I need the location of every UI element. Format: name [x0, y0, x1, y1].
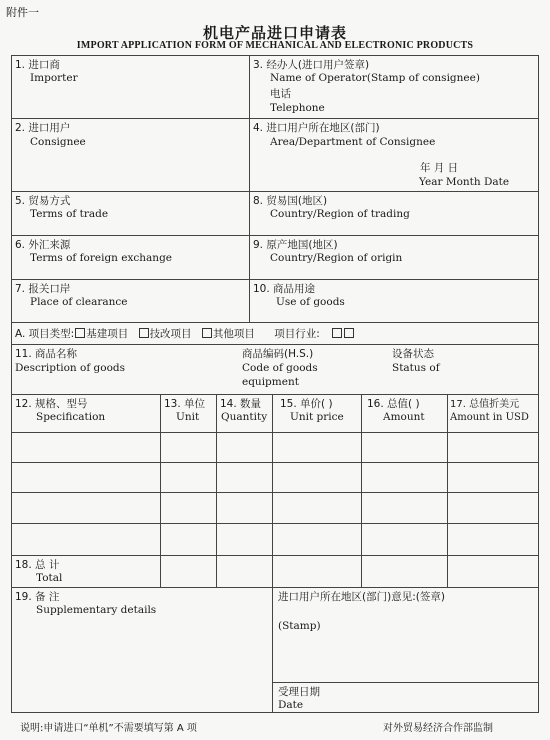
- form-title-en: IMPORT APPLICATION FORM OF MECHANICAL AND ELECTRONIC PRODUCTS: [76, 40, 474, 51]
- unit-price-header-en: Unit price: [290, 411, 344, 423]
- project-type-label: A. 项目类型:: [15, 328, 75, 340]
- clearance-place-label-en: Place of clearance: [30, 296, 128, 308]
- date-label-cn: 年 月 日: [420, 162, 459, 174]
- equipment-status-label-en: Status of: [392, 362, 440, 374]
- importer-label-en: Importer: [30, 72, 78, 84]
- remarks-label-cn: 19. 备 注: [15, 591, 60, 603]
- terms-of-trade-field[interactable]: [12, 221, 248, 234]
- hs-code-label-en: Code of goods: [242, 362, 318, 374]
- equipment-status-label-cn: 设备状态: [392, 348, 434, 360]
- area-department-label-en: Area/Department of Consignee: [270, 136, 436, 148]
- opinion-label-cn: 进口用户所在地区(部门)意见:(签章): [278, 591, 445, 603]
- unit-header-cn: 13. 单位: [164, 398, 206, 410]
- other-project-label: 其他项目: [212, 328, 255, 340]
- usd-amount-header-cn: 17. 总值折美元: [450, 399, 520, 410]
- clearance-place-label-cn: 7. 报关口岸: [15, 283, 71, 295]
- foreign-exchange-label-cn: 6. 外汇来源: [15, 239, 71, 251]
- form-title-cn: 机电产品进口申请表: [202, 24, 347, 42]
- operator-label-en: Name of Operator(Stamp of consignee): [270, 72, 480, 84]
- attachment-label: 附件一: [6, 6, 39, 19]
- industry-code-box-2[interactable]: [344, 328, 354, 338]
- telephone-label-en: Telephone: [270, 102, 325, 114]
- consignee-label-cn: 2. 进口用户: [15, 122, 71, 134]
- goods-name-label-cn: 11. 商品名称: [15, 348, 78, 360]
- technical-renovation-label: 技改项目: [149, 328, 192, 340]
- amount-header-cn: 16. 总值( ): [367, 398, 420, 410]
- project-type-row: [15, 328, 355, 341]
- goods-name-label-en: Description of goods: [15, 362, 126, 374]
- project-industry-label: 项目行业:: [274, 328, 320, 340]
- foreign-exchange-field[interactable]: [12, 265, 248, 278]
- quantity-header-en: Quantity: [221, 411, 268, 423]
- terms-of-trade-label-cn: 5. 贸易方式: [15, 195, 71, 207]
- area-department-label-cn: 4. 进口用户所在地区(部门): [253, 122, 380, 134]
- usd-amount-header-en: Amount in USD: [450, 412, 529, 423]
- accept-date-label-cn: 受理日期: [278, 686, 320, 698]
- other-project-checkbox[interactable]: [202, 328, 212, 338]
- stamp-label-en: (Stamp): [278, 620, 321, 632]
- footer-supervisor: 对外贸易经济合作部监制: [383, 723, 493, 734]
- remarks-label-en: Supplementary details: [36, 604, 157, 616]
- opinion-field[interactable]: [273, 636, 537, 680]
- trading-country-label-en: Country/Region of trading: [270, 208, 410, 220]
- origin-country-label-en: Country/Region of origin: [270, 252, 403, 264]
- importer-label-cn: 1. 进口商: [15, 59, 60, 71]
- total-label-cn: 18. 总 计: [15, 559, 60, 571]
- total-label-en: Total: [36, 572, 63, 584]
- use-of-goods-label-en: Use of goods: [276, 296, 345, 308]
- unit-header-en: Unit: [176, 411, 200, 423]
- quantity-header-cn: 14. 数量: [220, 398, 262, 410]
- consignee-field[interactable]: [12, 150, 248, 190]
- footer-note: 说明:申请进口“单机”不需要填写第 A 项: [20, 723, 197, 734]
- industry-code-box-1[interactable]: [332, 328, 342, 338]
- importer-field[interactable]: [12, 86, 248, 116]
- spec-header-cn: 12. 规格、型号: [15, 398, 88, 410]
- capital-construction-label: 基建项目: [86, 328, 129, 340]
- unit-price-header-cn: 15. 单价( ): [280, 398, 333, 410]
- trading-country-field[interactable]: [250, 221, 537, 234]
- hs-code-label-cn: 商品编码(H.S.): [242, 348, 314, 360]
- use-of-goods-label-cn: 10. 商品用途: [253, 283, 316, 295]
- remarks-field[interactable]: [12, 620, 271, 710]
- date-label-en: Year Month Date: [419, 176, 510, 188]
- accept-date-label-en: Date: [278, 699, 304, 711]
- spec-header-en: Specification: [36, 411, 106, 423]
- terms-of-trade-label-en: Terms of trade: [30, 208, 109, 220]
- origin-country-field[interactable]: [250, 265, 537, 278]
- operator-field[interactable]: [330, 86, 536, 116]
- equipment-label-en: equipment: [242, 376, 299, 388]
- trading-country-label-cn: 8. 贸易国(地区): [253, 195, 328, 207]
- spec-table-body[interactable]: [12, 433, 538, 554]
- use-of-goods-field[interactable]: [250, 309, 537, 321]
- clearance-place-field[interactable]: [12, 309, 248, 321]
- consignee-label-en: Consignee: [30, 136, 86, 148]
- telephone-label-cn: 电话: [270, 88, 291, 100]
- amount-header-en: Amount: [383, 411, 425, 423]
- capital-construction-checkbox[interactable]: [75, 328, 85, 338]
- foreign-exchange-label-en: Terms of foreign exchange: [30, 252, 173, 264]
- operator-label-cn: 3. 经办人(进口用户签章): [253, 59, 370, 71]
- origin-country-label-cn: 9. 原产地国(地区): [253, 239, 338, 251]
- technical-renovation-checkbox[interactable]: [139, 328, 149, 338]
